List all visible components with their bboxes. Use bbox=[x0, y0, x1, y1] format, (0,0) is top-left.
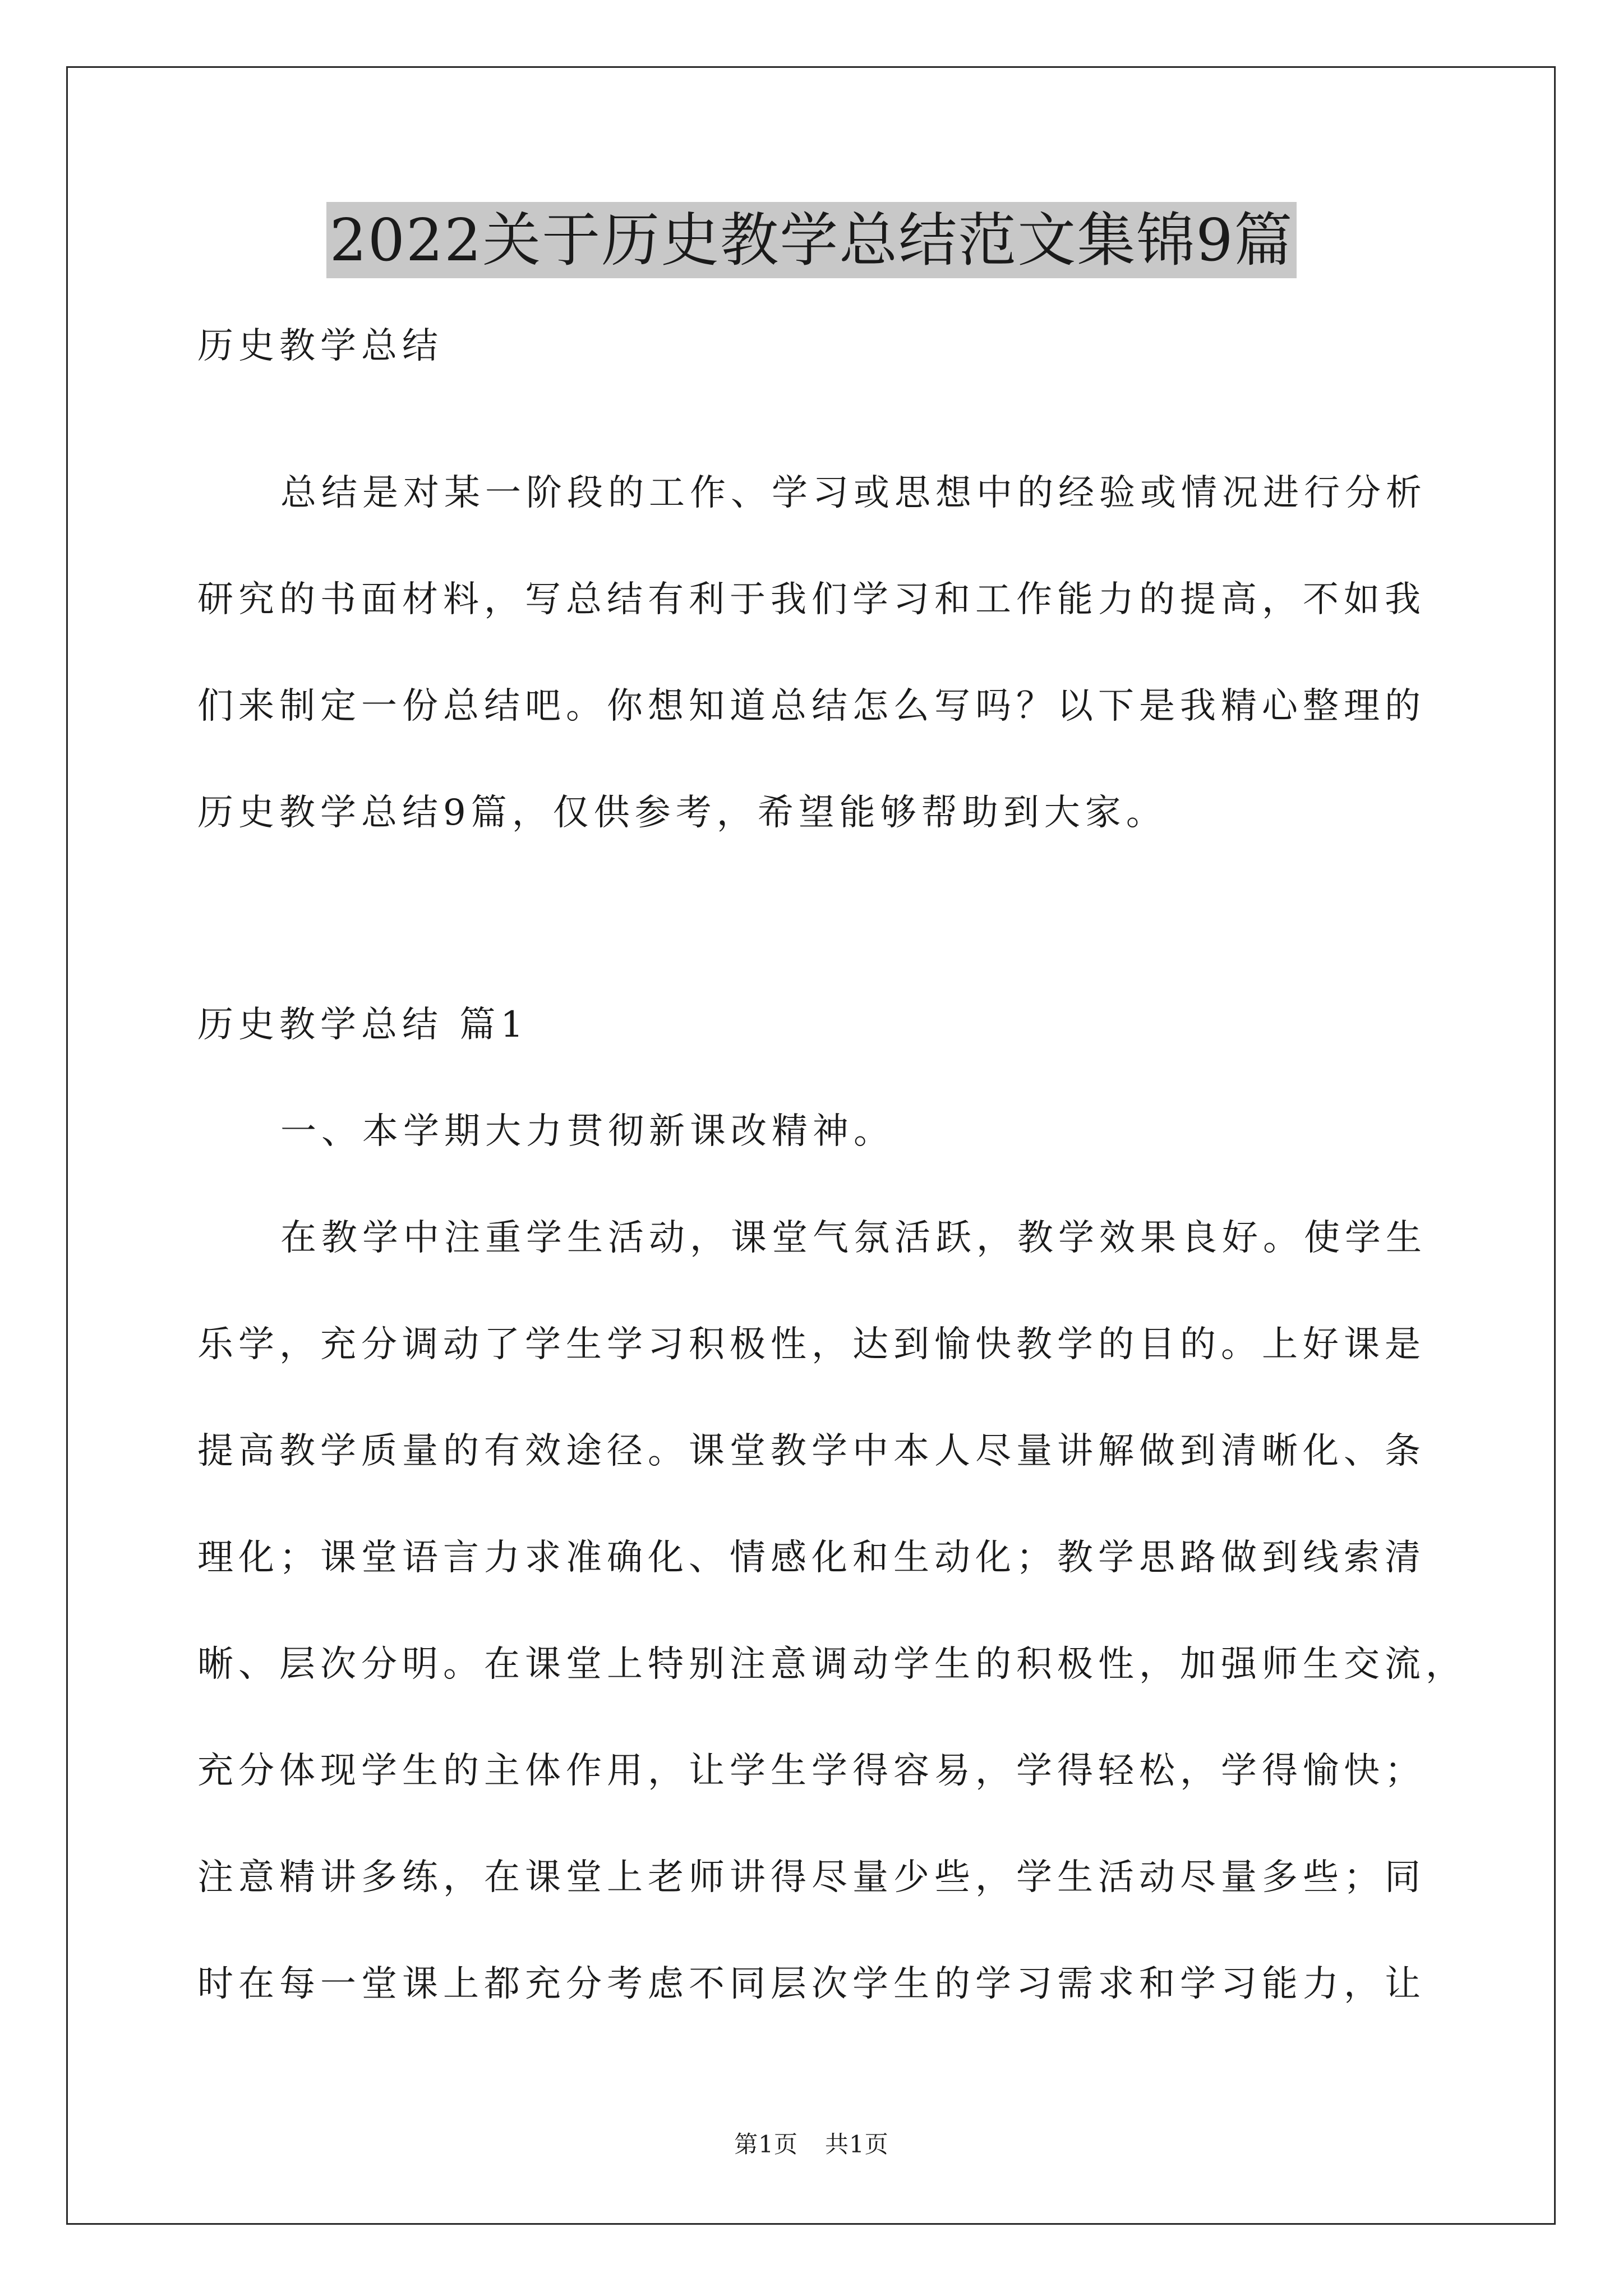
intro-line: 总结是对某一阶段的工作、学习或思想中的经验或情况进行分析 bbox=[280, 472, 1427, 514]
intro-line: 历史教学总结9篇，仅供参考，希望能够帮助到大家。 bbox=[197, 792, 1167, 834]
section-point: 一、本学期大力贯彻新课改精神。 bbox=[280, 1111, 895, 1152]
body-line: 充分体现学生的主体作用，让学生学得容易，学得轻松，学得愉快； bbox=[197, 1750, 1426, 1792]
intro-line: 研究的书面材料，写总结有利于我们学习和工作能力的提高，不如我 bbox=[197, 579, 1426, 620]
document-title-block bbox=[0, 202, 1623, 278]
body-line: 晰、层次分明。在课堂上特别注意调动学生的积极性，加强师生交流， bbox=[197, 1644, 1467, 1685]
body-line: 乐学，充分调动了学生学习积极性，达到愉快教学的目的。上好课是 bbox=[197, 1324, 1426, 1365]
intro-line: 们来制定一份总结吧。你想知道总结怎么写吗？以下是我精心整理的 bbox=[197, 685, 1426, 727]
body-line: 理化；课堂语言力求准确化、情感化和生动化；教学思路做到线索清 bbox=[197, 1537, 1426, 1579]
body-line: 在教学中注重学生活动，课堂气氛活跃，教学效果良好。使学生 bbox=[280, 1217, 1427, 1259]
page-footer bbox=[0, 2126, 1623, 2160]
body-line: 提高教学质量的有效途径。课堂教学中本人尽量讲解做到清晰化、条 bbox=[197, 1430, 1426, 1472]
page-number-current: 第1页 bbox=[734, 2131, 798, 2158]
body-line: 注意精讲多练，在课堂上老师讲得尽量少些，学生活动尽量多些；同 bbox=[197, 1857, 1426, 1898]
section-heading: 历史教学总结 篇1 bbox=[197, 1004, 529, 1046]
body-line: 时在每一堂课上都充分考虑不同层次学生的学习需求和学习能力，让 bbox=[197, 1963, 1426, 2005]
document-title: 2022关于历史教学总结范文集锦9篇 bbox=[326, 202, 1297, 278]
intro-heading: 历史教学总结 bbox=[197, 325, 443, 367]
page-number-total: 共1页 bbox=[825, 2131, 889, 2158]
